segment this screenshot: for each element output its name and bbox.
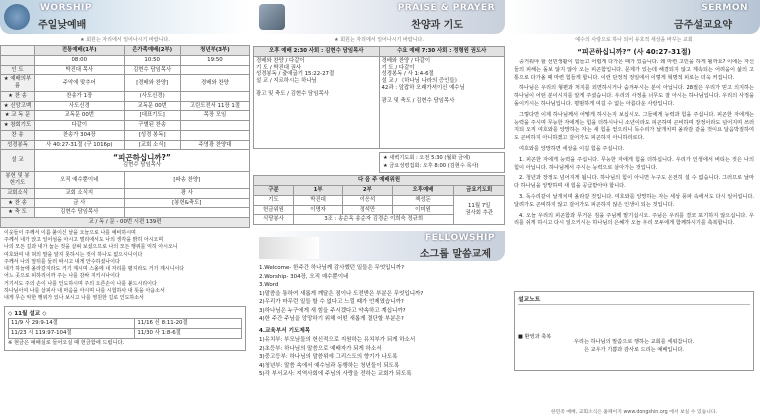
word-question: 1)말씀을 통하여 새롭게 깨달은 점이나 도전받은 부분은 무엇입니까? <box>259 290 424 297</box>
fellowship-body <box>253 261 505 382</box>
next-week-cell <box>454 195 505 224</box>
reading-line: 내가 하늘에 올라갈지라도 거기 계시며 스올에 내 자리를 펼지라도 거기 계시니이다 <box>4 266 185 272</box>
sermon-banner-en: SERMON <box>701 3 748 13</box>
worship-closing-label: ★ 찬 송 <box>1 198 35 208</box>
next-week-col-header: 1부 <box>293 186 342 196</box>
service-table <box>253 46 505 149</box>
prayer-item: 2)초등부: 하나님의 말씀으로 예배자가 되게 하소서 <box>259 345 382 352</box>
word-question: 3)하나님은 누구에게 새 힘을 주시겠다고 약속하고 계십니까? <box>259 307 406 314</box>
worship-order-row <box>1 75 250 92</box>
worship-closing-cell: 오직 예수뿐이네 <box>35 172 125 189</box>
worship-row-cell: 고린도전서 11장 1절 <box>180 101 249 111</box>
worship-row-cell: 교독문 00번 <box>124 101 180 111</box>
notice-line: ★ 금요성령집회: 오후 8:00 (김현수 목사) <box>383 162 479 169</box>
reading-line: 이웃들이 주께서 이름 붙이신 날을 오늘으로 나를 예비하시며 <box>4 229 136 236</box>
worship-row-cell: 목장 모임 <box>180 111 249 121</box>
worship-column <box>0 0 250 420</box>
worship-row-cell: 주악에 맞추어 <box>35 75 125 92</box>
schedule-title: ◇ 11월 설교 ◇ <box>8 311 47 318</box>
reading-line: 내게 무슨 악한 행위가 있나 보시고 나를 영원한 길로 인도하소서 <box>4 295 144 301</box>
service-line: 설 교 / 《하나님 나라의 증인들》 <box>381 78 460 84</box>
worship-banner-en: WORSHIP <box>40 3 92 13</box>
worship-row-cell: 박진대 목사 <box>35 65 125 75</box>
worship-time: 10:50 <box>124 55 180 65</box>
wednesday-service-header: 수요 예배 7:30 사회 : 정형원 권도사 <box>379 47 505 57</box>
sermon-banner-ko: 금주설교요약 <box>674 20 732 31</box>
worship-row-cell: 주영광 찬양대 <box>180 140 249 150</box>
service-line: 광고 및 축도 / 김현수 담임목사 <box>381 97 455 104</box>
service-line: 성경봉독 / 사 1:4-6절 <box>381 71 434 78</box>
sermon-note: 예수의 사랑으로 하나 되어 유호적 세상을 바꾸는 교회 <box>575 37 693 43</box>
worship-row-cell <box>180 130 249 140</box>
worship-closing-cell: [파송 찬양] <box>124 172 249 189</box>
sermon-title: “피곤하십니까?” <box>113 152 171 162</box>
sermon-pastor: 김현수 담임목사 <box>122 162 162 169</box>
schedule-cell: 11/9 사 29:9-14절 <box>9 319 135 329</box>
word-question: 2)우리가 마무런 일들 할 수 없다고 느낄 때가 언제였습니까? <box>259 299 404 306</box>
fellowship-item: 2.Worship- 304장, 오직 예수뿐이네 <box>259 273 349 280</box>
worship-closing-cell: 김현수 담임목사 <box>35 208 125 218</box>
worship-row-cell: 경배와 찬양 <box>180 75 249 92</box>
praise-column <box>253 0 505 420</box>
worship-row-cell: 김현수 담임목사 <box>124 65 180 75</box>
worship-order-row <box>1 65 250 75</box>
sermon-paragraph: 그렇다면 이제 하나님께서 어떻게 하시는지 보십시오. 그들에게 능력과 힘을 주십니다. 피곤한 자에게는 능력을 주시며 무능한 자에게는 힘을 더하시나니 소년이라도 피곤하며 곤비하며 장정이라도 넘어지며 쓰러지되 오직 여호와를 앙망하는 자는 새 힘을 얻으리니 독수리가 날개치며 올라감 같을 것이요 달음박질하여도 곤비하지 아니하겠고 걸어가도 피곤하지 아니하리로다. <box>514 111 754 142</box>
worship-row-label: ★ 교 독 문 <box>1 111 35 121</box>
worship-closing-row <box>1 198 250 208</box>
worship-note: ★ 회원는 자리에서 일어나시기 바랍니다. <box>80 37 170 43</box>
sermon-paragraph: 4. 오늘 우리의 피곤함과 무거운 짐을 주님께 맡기십시오. 주님은 우리를 결코 포기하지 않으십니다. 우리를 쉬게 하시고 다시 일으키시는 하나님의 은혜가 오늘 우리 모두에게 함께하시기를 축복합니다. <box>514 212 754 227</box>
worship-closing-label: ★ 축 도 <box>1 208 35 218</box>
next-week-cell: 책성돈 <box>392 195 454 205</box>
worship-row-cell: 사도신경 <box>35 101 125 111</box>
fellowship-banner-ko: 소그룹 말씀교제 <box>419 249 491 261</box>
next-week-cell: 헌금위원 <box>254 205 294 215</box>
sermon-paragraph: 2. 청년과 장정도 넘어지게 됩니다. 하나님의 힘이 아니면 누구도 온전히 설 수 없습니다. 그러므로 날마다 하나님을 앙망하며 새 힘을 공급받아야 합니다. <box>514 175 754 190</box>
worship-row-cell <box>180 65 249 75</box>
worship-order-row <box>1 91 250 101</box>
reading-line: 거기서도 주의 손이 나를 인도하시며 주의 오른손이 나를 붙드시리이다 <box>4 280 157 287</box>
worship-row-label: ★ 찬 송 <box>1 91 35 101</box>
next-week-col-header: 오후예배 <box>392 186 454 196</box>
reading-line: 여호와여 내 혀의 말을 알지 못하시는 것이 하나도 없으시니이다 <box>4 251 143 258</box>
next-week-cell: 기도 <box>254 195 294 205</box>
afternoon-service-order <box>254 56 380 148</box>
visitor-title: ■ 환영과 축복 <box>518 334 552 340</box>
worship-time: 08:00 <box>35 55 125 65</box>
reading-line: 나의 모든 길과 내가 눕는 것을 살펴 보셨으므로 나의 모든 행위를 익히 아시오니 <box>4 244 178 251</box>
worship-order-row <box>1 140 250 150</box>
next-week-col-header: 2부 <box>343 186 392 196</box>
worship-time: 19:50 <box>180 55 249 65</box>
next-week-date: 11월 7일 <box>467 203 491 210</box>
worship-closing-row <box>1 188 250 198</box>
service-line: 광고 및 축도 / 김현수 담임목사 <box>256 90 329 97</box>
praise-banner-en: PRAISE & PRAYER <box>397 3 495 13</box>
sermon-label: 설 교 <box>1 150 35 172</box>
visitor-welcome <box>518 339 750 355</box>
next-week-col-header: 금요기도회 <box>454 186 505 196</box>
responsive-reading-row: 교 / 독 / 문 - 00번 시편 139편 <box>1 218 250 228</box>
worship-row-cell: [대표기도] <box>124 111 180 121</box>
worship-order-table <box>0 45 250 228</box>
worship-row-cell: 찬송가 1장 <box>35 91 125 101</box>
worship-closing-cell: 광 사 <box>124 188 249 198</box>
worship-row-cell <box>180 91 249 101</box>
reading-line: 주께서 내가 앉고 일어섬을 아시고 멀리에서도 나의 생각을 밝히 아시오며 <box>4 237 164 243</box>
worship-header: 전통예배(1부) <box>35 46 125 56</box>
worship-order-row <box>1 111 250 121</box>
worship-banner-ko: 주일낮예배 <box>38 20 87 31</box>
worship-emblem-icon <box>4 4 30 30</box>
worship-row-label: ★ 신앙고백 <box>1 101 35 111</box>
worship-row-label: ★ 참회기도 <box>1 121 35 131</box>
sermon-paragraph: 여호와를 앙망하면 세상을 이길 힘을 주십니다. <box>519 145 625 152</box>
sermon-paragraph: 하나님은 우리의 형편과 처지를 외면하시거나 숨겨두시는 분이 아닙니다. 28절은 우리가 믿고 의지하는 하나님이 어떤 분이시지를 알게 주셨습니다. 우리의 사정을 너무도 잘 아시는 하나님입니다. 우리의 사정을 돌이키시는 하나님입니다. 평범하게 여길 수 없는 아름다운 사랑입니다. <box>514 85 754 107</box>
prayer-title: 4.교육부서 기도제목 <box>259 327 311 334</box>
sermon-paragraph: 1. 피곤한 자에게 능력을 주십니다. 무능한 자에게 힘을 더하십니다. 우리가 인생에서 버티는 것은 나의 힘이 아닙니다. 하나님께서 주시는 능력으로 살아가는 것입니다. <box>514 156 754 171</box>
fellowship-banner-en: FELLOWSHIP <box>425 233 495 244</box>
worship-row-cell: 찬송가 304장 <box>35 130 125 140</box>
visitor-line: 우리는 하나님의 말씀으로 행하는 교회를 세워갑니다. <box>573 339 695 345</box>
worship-row-cell: 사 40:27-31절 (구 1016p) <box>35 140 125 150</box>
fellowship-banner <box>253 231 505 261</box>
responsive-reading-text <box>0 228 250 305</box>
worship-order-row <box>1 130 250 140</box>
next-week-title: 다 음 주 예배위원 <box>254 176 505 186</box>
praise-banner <box>253 0 505 34</box>
worship-closing-cell: 교회 소식지 <box>35 188 125 198</box>
worship-row-cell: 구별된 찬송 <box>124 121 180 131</box>
service-line: 42과 : 앞잡하 오래가셔이신 예수님 <box>381 84 465 91</box>
worship-row-cell: (사도신경) <box>124 91 180 101</box>
afternoon-service-header: 오후 예배 2:30 사회 : 김현수 담임목사 <box>254 47 380 57</box>
sermon-cell <box>35 150 250 172</box>
sermon-summary-title: “피곤하십니까?” (사 40:27-31절) <box>577 48 691 56</box>
fellowship-photo <box>259 237 319 259</box>
footer: 한민족 예배, 교회소식은 홈페이지 www.dongshin.org 에서 보실 수 있습니다. <box>550 410 718 415</box>
prayer-list <box>259 336 499 379</box>
worship-row-label: ★ 예배의부름 <box>1 75 35 92</box>
praise-banner-ko: 찬양과 기도 <box>411 20 463 31</box>
schedule-cell: 11/30 사 1:8-6절 <box>135 329 242 339</box>
next-week-cell: 이응석 <box>343 195 392 205</box>
next-week-cell: 이명자 <box>293 205 342 215</box>
worship-row-cell: [경배와 찬양] <box>124 75 180 92</box>
worship-bottom-rows <box>1 172 250 218</box>
word-question: 4)한 주간 주님을 앙망하기 위해 어떤 새롭게 결단할 부분은? <box>259 316 404 323</box>
next-week-cell: 정석만 <box>343 205 392 215</box>
worship-header: 은가족예배(2부) <box>124 46 180 56</box>
worship-closing-row <box>1 172 250 189</box>
notice-line: ★ 새벽기도회 : 오전 5:30 (월화 금에) <box>383 154 471 161</box>
next-week-cell: 박진대 <box>293 195 342 205</box>
worship-closing-row <box>1 208 250 218</box>
service-line: 경배와 찬양 / 다같이 <box>256 57 305 64</box>
next-week-cell: 식당봉사 <box>254 215 294 225</box>
worship-row-label: 성경봉독 <box>1 140 35 150</box>
worship-row-cell: 다같이 <box>35 121 125 131</box>
worship-header: 청년부(3부) <box>180 46 249 56</box>
worship-row-label: 찬 송 <box>1 130 35 140</box>
next-week-cell: 이미원 <box>392 205 454 215</box>
praise-note: ★ 회원는 자리에서 일어나시기 바랍니다. <box>334 37 424 43</box>
sermon-paragraph: 중거워야 할 선민생활이 힘들고 어렵게 다가온 때가 있습니다. 왜 마련 고민을 하게 될까요? 이에는 자신들의 피해는 돌보 않지 않아 오는 피곤함입니다. 문제가 있는데 해결되지 않고 계속되는 어려움이 삶의 고통으로 다가올 때 마련 힘들게 합니다. 이런 단정적 정일에서 이렇게 혁명적 피로는 더욱 커집니다. <box>514 59 754 81</box>
next-week-table <box>253 175 505 225</box>
reading-line: 어느 곳으로 피하리이까 주는 나를 감싸 지키시나이다 <box>4 273 120 280</box>
prayer-meeting-notices <box>379 152 505 174</box>
prayer-item: 4)청년부: 말씀 속에서 예수님과 동행하는 청년들이 되도록 <box>259 362 400 369</box>
fellowship-item: 3.Word <box>259 282 279 289</box>
schedule-note: ※ 현금은 예배실로 들어오실 때 헌금함에 드립니다. <box>8 339 125 346</box>
worship-row-cell <box>180 121 249 131</box>
schedule-table <box>8 318 242 339</box>
worship-banner <box>0 0 250 34</box>
sermon-summary-text <box>508 59 760 287</box>
worship-closing-label: 교회소식 <box>1 188 35 198</box>
worship-order-row <box>1 121 250 131</box>
sermon-schedule-box <box>4 306 246 350</box>
worship-closing-cell: 금 사 <box>35 198 125 208</box>
wednesday-service-order <box>379 56 505 148</box>
worship-row-label: 인 도 <box>1 65 35 75</box>
reading-line: 주께서 나의 앞뒤를 둘러 싸시고 내게 안수하셨나이다 <box>4 258 120 265</box>
prayer-item: 1)유치부: 부모님들의 헌신적으로 지원하는 유치부가 되게 하소서 <box>259 337 416 344</box>
service-line: 기 도 / 다같이 <box>381 64 415 71</box>
worship-rows <box>1 65 250 150</box>
sermon-note-title: 설교노트 <box>518 294 750 305</box>
next-week-col-header: 구분 <box>254 186 294 196</box>
worship-row-cell: [성경 봉독] <box>124 130 180 140</box>
service-line: 기 도 / 박진대 권사 <box>256 64 302 71</box>
worship-closing-cell: [봉헌&축도] <box>124 198 249 208</box>
prayer-item: 5)각 부서교사: 지역사회에 주님의 사랑을 전하는 교회가 되도록 <box>259 371 412 378</box>
next-week-host: 권사회 추관 <box>465 209 494 216</box>
worship-row-cell: [교회 소식] <box>124 140 180 150</box>
sermon-paragraph: 3. 독수리같이 날개치며 올라갈 것입니다. 여호와를 앙망하는 자는 세상 풍파 속에서도 다시 일어섭니다. 달려가도 곤비하지 않고 걸어가도 피곤하지 않은 인생이 되는 것입니다. <box>514 193 754 208</box>
service-line: 경배와 찬양 / 다같이 <box>381 57 431 64</box>
praise-emblem-icon <box>259 4 285 30</box>
worship-closing-label: 봉헌 및 봉헌기도 <box>1 172 35 189</box>
sermon-banner <box>508 0 760 34</box>
schedule-cell: 11/16 신 8:11-20절 <box>135 319 242 329</box>
word-questions <box>259 290 499 324</box>
sermon-column <box>508 0 760 420</box>
reading-line: 하나님이여 나를 살피사 내 마음을 아시며 나를 시험하사 내 뜻을 아옵소서 <box>4 287 165 294</box>
schedule-cell: 11/23 시 119:97-104절 <box>9 329 135 339</box>
service-line: 설 교 / 지르하시는 하나님 <box>256 78 317 84</box>
sermon-note-box[interactable] <box>514 291 754 371</box>
next-week-cell: 3조 : 송순옥 송순자 김경순 이희숙 정규희 <box>293 215 453 225</box>
fellowship-item: 1.Welcome- 한주간 하나님께 감사했던 일들은 무엇입니까? <box>259 265 404 272</box>
worship-row-cell: 교독문 00번 <box>35 111 125 121</box>
visitor-line: 은 교우가 기쁨과 감사로 드리는 예배입니다. <box>583 346 685 353</box>
worship-closing-cell <box>124 208 249 218</box>
worship-order-row <box>1 101 250 111</box>
prayer-item: 3)중고등부: 하나님의 말씀위에 그리스도의 향기가 나도록 <box>259 354 398 361</box>
service-line: 성경봉독 / 출애굽기 15:22-27절 <box>256 71 335 78</box>
